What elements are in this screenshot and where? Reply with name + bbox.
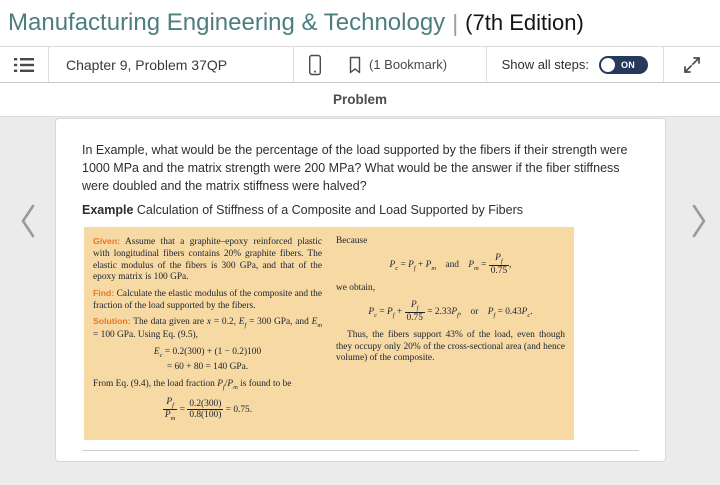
math-op: +	[396, 307, 403, 318]
bookmark-count: (1 Bookmark)	[369, 57, 448, 72]
find-text: Calculate the elastic modulus of the composite and the fraction of the load supported by the fibers.	[93, 289, 322, 311]
text-run: = 100 GPa. Using Eq. (9.5),	[93, 330, 199, 341]
math-sub: m	[474, 265, 479, 273]
math-var: P	[166, 397, 173, 408]
toggle-knob	[601, 58, 615, 72]
math-var: P	[368, 307, 375, 318]
prev-problem-button[interactable]	[20, 203, 36, 242]
text-run: is found to be	[237, 379, 292, 390]
given-label: Given:	[93, 236, 121, 247]
math-var: x	[206, 317, 212, 328]
expand-icon	[682, 55, 702, 75]
title-divider: |	[452, 9, 459, 36]
list-icon	[14, 57, 34, 73]
bookmark-button[interactable]	[336, 47, 459, 82]
fullscreen-button[interactable]	[664, 47, 720, 82]
math-op: = 0.43	[497, 307, 522, 318]
math-var: P	[389, 260, 396, 271]
math-var: P	[487, 307, 494, 318]
math-var: E	[311, 317, 318, 328]
math-sub: f	[222, 384, 225, 392]
card-divider	[82, 450, 639, 451]
toggle-label: ON	[621, 59, 636, 70]
example-label: Example	[82, 203, 134, 218]
math-sub: f	[416, 304, 419, 312]
toc-button[interactable]	[0, 47, 48, 82]
equation-pf-result	[336, 300, 565, 324]
we-obtain-text: we obtain,	[336, 283, 376, 294]
next-problem-button[interactable]	[691, 203, 707, 242]
math-op: ,	[509, 260, 512, 271]
find-paragraph	[93, 288, 322, 312]
denominator: 0.8(100)	[189, 410, 222, 421]
fraction	[163, 397, 177, 423]
book-header	[0, 0, 720, 46]
math-sub: m	[317, 322, 323, 330]
mobile-icon	[308, 54, 322, 76]
math-op: =	[400, 260, 406, 271]
math-op: /	[224, 379, 228, 390]
solution-label: Solution:	[93, 316, 131, 327]
math-var: P	[521, 307, 528, 318]
math-conjunction: and	[445, 260, 459, 271]
toolbar	[0, 46, 720, 83]
example-title-text: Calculation of Stiffness of a Composite and Load Supported by Fibers	[133, 203, 524, 218]
math-var: P	[495, 253, 501, 264]
equation-load-fraction	[93, 397, 322, 423]
conclusion-text: Thus, the fibers support 43% of the load, even though they occupy only 20% of the cross-sectional area (and hence volume) of the composite.	[336, 330, 565, 364]
math-var: P	[386, 307, 393, 318]
math-sub: m	[431, 265, 437, 273]
math-conjunction: or	[470, 307, 479, 318]
math-sub: f	[493, 311, 496, 319]
math-sub: c	[395, 265, 399, 273]
math-op: =	[379, 307, 385, 318]
excerpt-right-column	[336, 236, 565, 428]
math-sub: f	[172, 402, 174, 410]
math-sub: c	[527, 311, 531, 319]
problem-text: In Example, what would be the percentage of the load supported by the fibers if their strength were 1000 MPa and the matrix strength were 200 MPa? What would be the answer if the fiber stiffness were doubled and the matrix stiffness were halved?	[82, 143, 628, 194]
math-var: P	[468, 260, 475, 271]
math-var: P	[451, 307, 458, 318]
chapter-label: Chapter 9, Problem 37QP	[66, 56, 228, 73]
text-run: = 0.2(300) + (1 − 0.2)100	[162, 346, 262, 357]
math-sub: f	[457, 311, 459, 319]
math-op: ,	[458, 307, 462, 318]
text-run: From Eq. (9.4), the load fraction	[93, 379, 218, 390]
book-title: Manufacturing Engineering & Technology	[8, 9, 446, 36]
math-var: P	[408, 260, 414, 271]
problem-card	[55, 118, 666, 462]
math-sub: c	[374, 311, 377, 319]
because-text: Because	[336, 236, 368, 247]
text-run: = 300 GPa, and	[246, 317, 312, 328]
chevron-right-icon	[691, 203, 707, 239]
math-op: +	[418, 260, 424, 271]
numerator	[163, 397, 177, 410]
text-run: The data given are	[130, 317, 207, 328]
math-var: E	[153, 346, 160, 357]
bookmark-icon	[348, 56, 362, 74]
math-sub: f	[500, 257, 503, 265]
math-var: E	[238, 317, 245, 328]
numerator	[489, 253, 509, 266]
equation-elastic-modulus	[154, 346, 261, 373]
math-var: P	[164, 410, 171, 421]
math-sub: f	[244, 322, 247, 330]
fraction	[187, 399, 223, 422]
problem-band	[0, 83, 720, 117]
text-run: = 0.2,	[211, 317, 239, 328]
denominator: 0.75	[406, 313, 423, 324]
given-paragraph	[93, 236, 322, 284]
given-text: Assume that a graphite–epoxy reinforced plastic with longitudinal fibers contains 20% graphite fibers. The elastic modulus of the fibers is 300 GPa, and that of the epoxy matrix is 100 GPa.	[93, 237, 322, 283]
math-var: P	[227, 379, 234, 390]
equation-pc-sum	[336, 253, 565, 277]
math-var: P	[410, 299, 417, 310]
math-sub: f	[413, 265, 416, 273]
show-steps-label: Show all steps:	[501, 57, 589, 72]
book-edition: (7th Edition)	[465, 10, 584, 35]
problem-heading: Problem	[332, 92, 387, 107]
math-sub: f	[392, 311, 395, 319]
content-area	[0, 117, 720, 485]
denominator	[163, 410, 177, 422]
math-op: = 2.33	[427, 307, 452, 318]
math-var: P	[425, 260, 432, 271]
math-sub: m	[233, 384, 238, 392]
math-op: =	[179, 405, 185, 416]
fraction	[405, 300, 425, 324]
numerator	[405, 300, 425, 313]
textbook-excerpt	[84, 227, 574, 439]
math-op: .	[530, 307, 533, 318]
math-var: P	[217, 379, 223, 390]
example-title-line	[82, 203, 639, 217]
mobile-button[interactable]	[294, 47, 336, 82]
math-op: =	[481, 260, 487, 271]
chevron-left-icon	[20, 203, 36, 239]
equation-line: = 60 + 80 = 140 GPa.	[166, 361, 249, 372]
math-op: = 0.75.	[225, 405, 253, 416]
steps-toggle[interactable]	[599, 56, 648, 74]
excerpt-left-column	[93, 236, 322, 428]
show-all-steps	[487, 47, 663, 82]
math-sub: m	[170, 415, 176, 423]
math-sub: c	[159, 351, 163, 359]
solution-paragraph	[93, 316, 322, 342]
find-label: Find:	[93, 288, 115, 298]
numerator: 0.2(300)	[189, 398, 222, 409]
equation-line	[154, 346, 261, 361]
load-fraction-paragraph	[93, 379, 322, 392]
fraction	[489, 253, 512, 277]
denominator: 0.75	[490, 266, 508, 277]
